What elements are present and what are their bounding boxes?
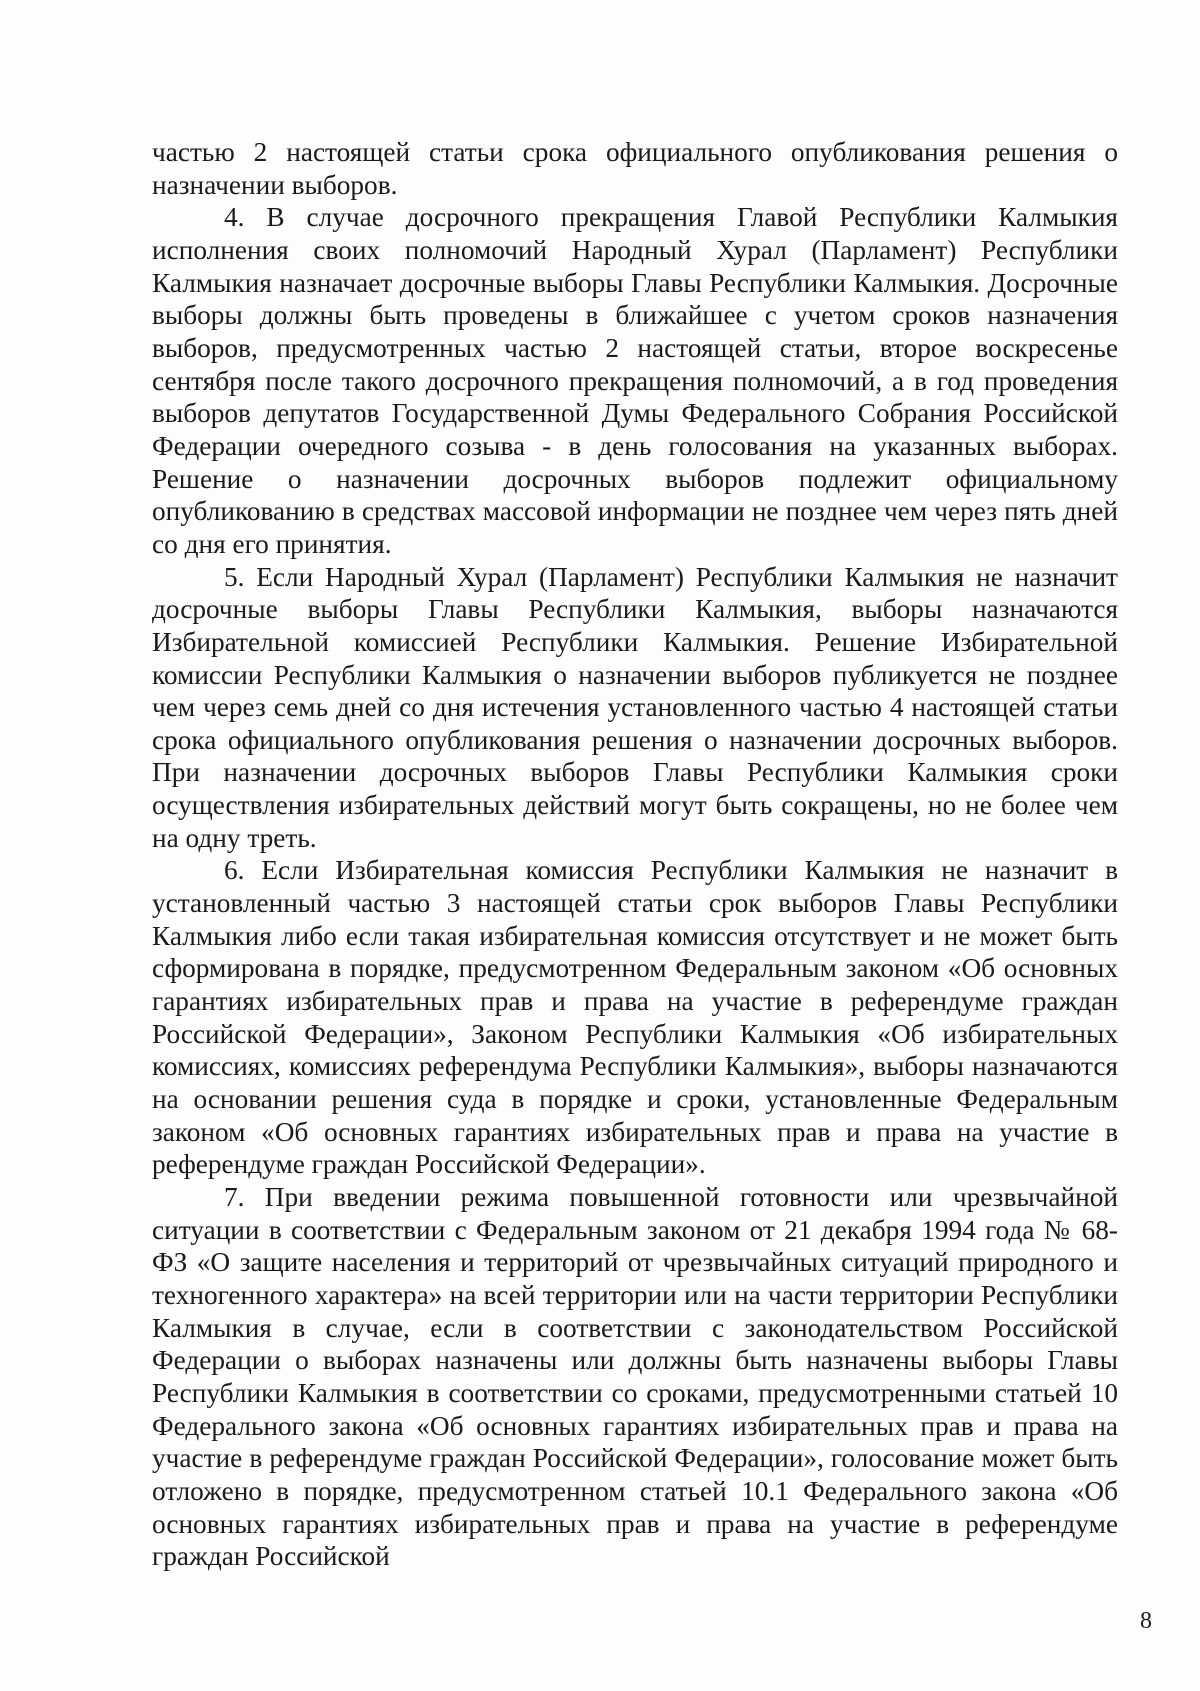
page-number: 8: [1140, 1608, 1152, 1634]
paragraph-item-4: 4. В случае досрочного прекращения Главой Республики Калмыкия исполнения своих полномочий Народный Хурал (Парламент) Республики Калмыкия назначает досрочные выборы Главы Республики Калмыкия. Досрочные выборы должны быть проведены в ближайшее с учетом сроков назначения выборов, предусмотренных частью 2 настоящей статьи, второе воскресенье сентября после такого досрочного прекращения полномочий, а в год проведения выборов депутатов Государственной Думы Федерального Собрания Российской Федерации очередного созыва - в день голосования на указанных выборах. Решение о назначении досрочных выборов подлежит официальному опубликованию в средствах массовой информации не позднее чем через пять дней со дня его принятия.: [152, 202, 1118, 559]
paragraph-item-6: 6. Если Избирательная комиссия Республики Калмыкия не назначит в установленный частью 3 настоящей статьи срок выборов Главы Республики Калмыкия либо если такая избирательная комиссия отсутствует и не может быть сформирована в порядке, предусмотренном Федеральным законом «Об основных гарантиях избирательных прав и права на участие в референдуме граждан Российской Федерации», Законом Республики Калмыкия «Об избирательных комиссиях, комиссиях референдума Республики Калмыкия», выборы назначаются на основании решения суда в порядке и сроки, установленные Федеральным законом «Об основных гарантиях избирательных прав и права на участие в референдуме граждан Российской Федерации».: [152, 855, 1118, 1180]
paragraph-item-7: 7. При введении режима повышенной готовности или чрезвычайной ситуации в соответствии с Федеральным законом от 21 декабря 1994 года № 68-ФЗ «О защите населения и территорий от чрезвычайных ситуаций природного и техногенного характера» на всей территории или на части территории Республики Калмыкия в случае, если в соответствии с законодательством Российской Федерации о выборах назначены или должны быть назначены выборы Главы Республики Калмыкия в соответствии со сроками, предусмотренными статьей 10 Федерального закона «Об основных гарантиях избирательных прав и права на участие в референдуме граждан Российской Федерации», голосование может быть отложено в порядке, предусмотренном статьей 10.1 Федерального закона «Об основных гарантиях избирательных прав и права на участие в референдуме граждан Российской: [152, 1182, 1118, 1572]
paragraph-continuation: частью 2 настоящей статьи срока официального опубликования решения о назначении выборов.: [152, 137, 1118, 200]
paragraph-item-5: 5. Если Народный Хурал (Парламент) Республики Калмыкия не назначит досрочные выборы Главы Республики Калмыкия, выборы назначаются Избирательной комиссией Республики Калмыкия. Решение Избирательной комиссии Республики Калмыкия о назначении выборов публикуется не позднее чем через семь дней со дня истечения установленного частью 4 настоящей статьи срока официального опубликования решения о назначении досрочных выборов. При назначении досрочных выборов Главы Республики Калмыкия сроки осуществления избирательных действий могут быть сокращены, но не более чем на одну треть.: [152, 561, 1118, 853]
document-body: [152, 136, 1118, 1573]
